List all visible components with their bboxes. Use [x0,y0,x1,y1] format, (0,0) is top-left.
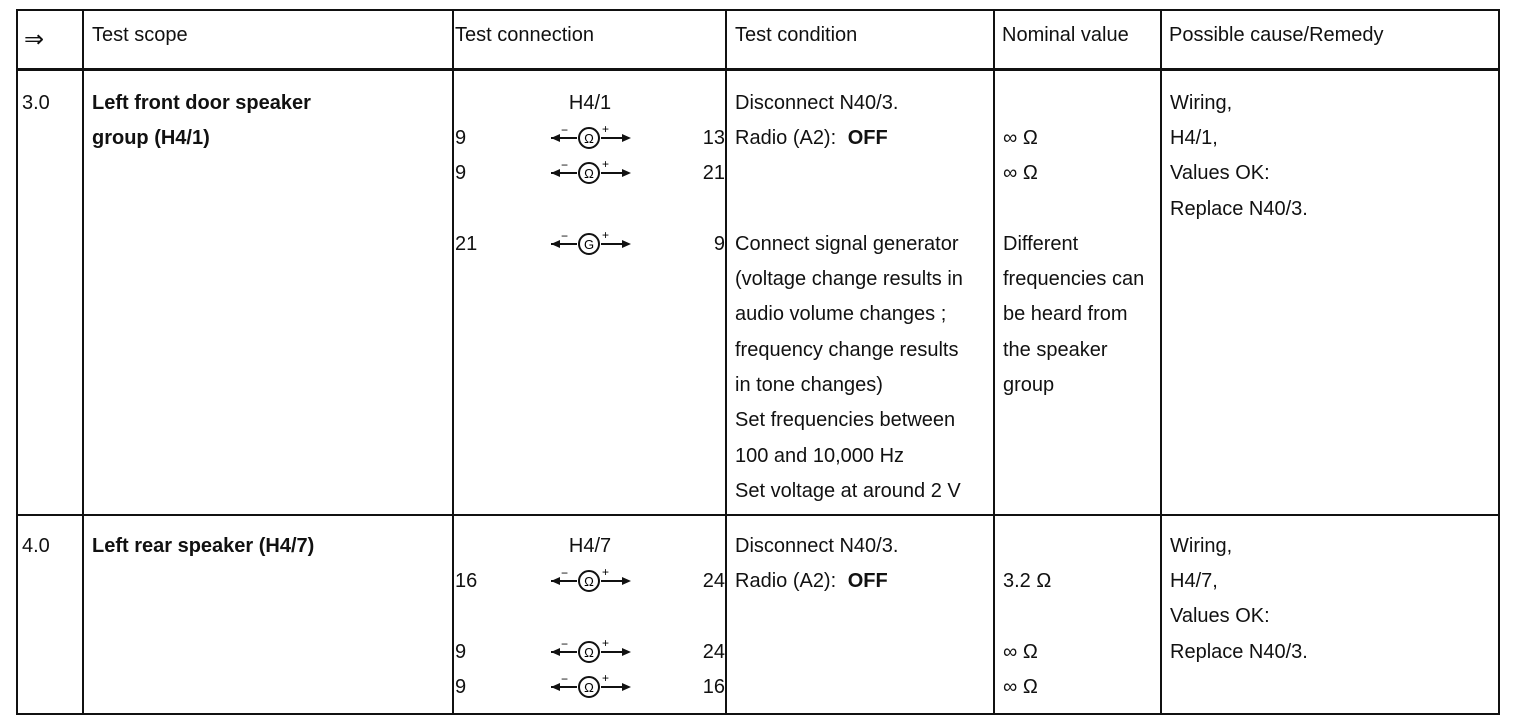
test-scope-line: Left rear speaker (H4/7) [92,535,315,557]
header-test-scope: Test scope [92,24,188,46]
svg-text:Ω: Ω [584,131,594,146]
column-divider [452,9,454,715]
connection-line [455,564,725,598]
column-divider [82,9,84,715]
test-condition-line: 100 and 10,000 Hz [735,445,905,467]
test-condition-line: Disconnect N40/3. [735,535,899,557]
remedy-line: Wiring, [1170,535,1233,557]
connection-line [455,635,725,669]
ohmmeter-icon [551,121,637,155]
pin-left: 16 [455,570,478,592]
column-divider [1160,9,1162,715]
pin-right: 24 [702,570,725,592]
test-condition-line: (voltage change results in [735,268,963,290]
connection-line [455,121,725,155]
nominal-value: ∞ Ω [1003,127,1038,149]
svg-text:+: + [602,157,610,171]
test-condition-line: frequency change results [735,339,959,361]
svg-text:G: G [583,237,595,252]
header-nominal-value: Nominal value [1002,24,1129,46]
column-divider [993,9,995,715]
connection-label [455,529,725,563]
nominal-value: ∞ Ω [1003,676,1038,698]
pin-right: 9 [713,233,725,255]
test-condition-line [735,564,888,600]
remedy-line: Wiring, [1170,92,1233,114]
svg-text:−: − [561,229,569,243]
ohmmeter-icon [551,156,637,190]
nominal-value-line: frequencies can [1003,268,1145,290]
step-number: 3.0 [22,92,50,114]
pin-left: 9 [455,162,467,184]
pin-right: 21 [702,162,725,184]
svg-text:−: − [561,672,569,686]
svg-text:Ω: Ω [584,166,594,181]
test-condition-line: Disconnect N40/3. [735,92,899,114]
header-test-connection: Test connection [455,24,594,46]
nominal-value-line: the speaker [1003,339,1108,361]
connection-line [455,670,725,704]
test-condition-line: audio volume changes ; [735,303,947,325]
header-possible-cause: Possible cause/Remedy [1169,24,1384,46]
header-divider [16,68,1500,71]
radio-label: Radio (A2): [735,570,837,592]
pin-right: 13 [702,127,725,149]
nominal-value-line: Different [1003,233,1079,255]
svg-text:−: − [561,123,569,137]
test-condition-line [735,121,888,157]
connection-label [455,86,725,120]
svg-text:Ω: Ω [584,574,594,589]
pin-right: 24 [702,641,725,663]
connection-line [455,156,725,190]
ohmmeter-icon [551,670,637,704]
svg-text:−: − [561,637,569,651]
step-number: 4.0 [22,535,50,557]
pin-right: 16 [702,676,725,698]
test-scope-line: group (H4/1) [92,127,210,149]
row-divider [16,514,1500,516]
nominal-value-line: be heard from [1003,303,1128,325]
remedy-line: Replace N40/3. [1170,641,1308,663]
ohmmeter-icon [551,635,637,669]
radio-label: Radio (A2): [735,127,837,149]
connection-line [455,227,725,261]
test-scope-line: Left front door speaker [92,92,311,114]
radio-state: OFF [847,570,888,592]
header-test-condition: Test condition [735,24,858,46]
test-condition-line: in tone changes) [735,374,883,396]
svg-text:+: + [602,671,610,685]
svg-text:+: + [602,228,610,242]
pin-left: 21 [455,233,478,255]
nominal-value: 3.2 Ω [1003,570,1052,592]
test-condition-line: Connect signal generator [735,233,959,255]
nominal-value: ∞ Ω [1003,162,1038,184]
column-divider [725,9,727,715]
connector-label: H4/7 [568,535,612,557]
arrow-icon: ⇒ [24,26,45,53]
remedy-line: H4/1, [1170,127,1218,149]
remedy-line: Values OK: [1170,162,1270,184]
nominal-value: ∞ Ω [1003,641,1038,663]
svg-text:+: + [602,636,610,650]
pin-left: 9 [455,676,467,698]
test-condition-line: Set frequencies between [735,409,956,431]
svg-text:+: + [602,122,610,136]
signal-generator-icon [551,227,637,261]
connector-label: H4/1 [568,92,612,114]
radio-state: OFF [847,127,888,149]
test-condition-line: Set voltage at around 2 V [735,480,961,502]
remedy-line: Replace N40/3. [1170,198,1308,220]
svg-text:Ω: Ω [584,680,594,695]
remedy-line: H4/7, [1170,570,1218,592]
svg-text:+: + [602,565,610,579]
svg-text:−: − [561,566,569,580]
nominal-value-line: group [1003,374,1055,396]
pin-left: 9 [455,127,467,149]
remedy-line: Values OK: [1170,605,1270,627]
pin-left: 9 [455,641,467,663]
svg-text:Ω: Ω [584,645,594,660]
svg-text:−: − [561,158,569,172]
ohmmeter-icon [551,564,637,598]
